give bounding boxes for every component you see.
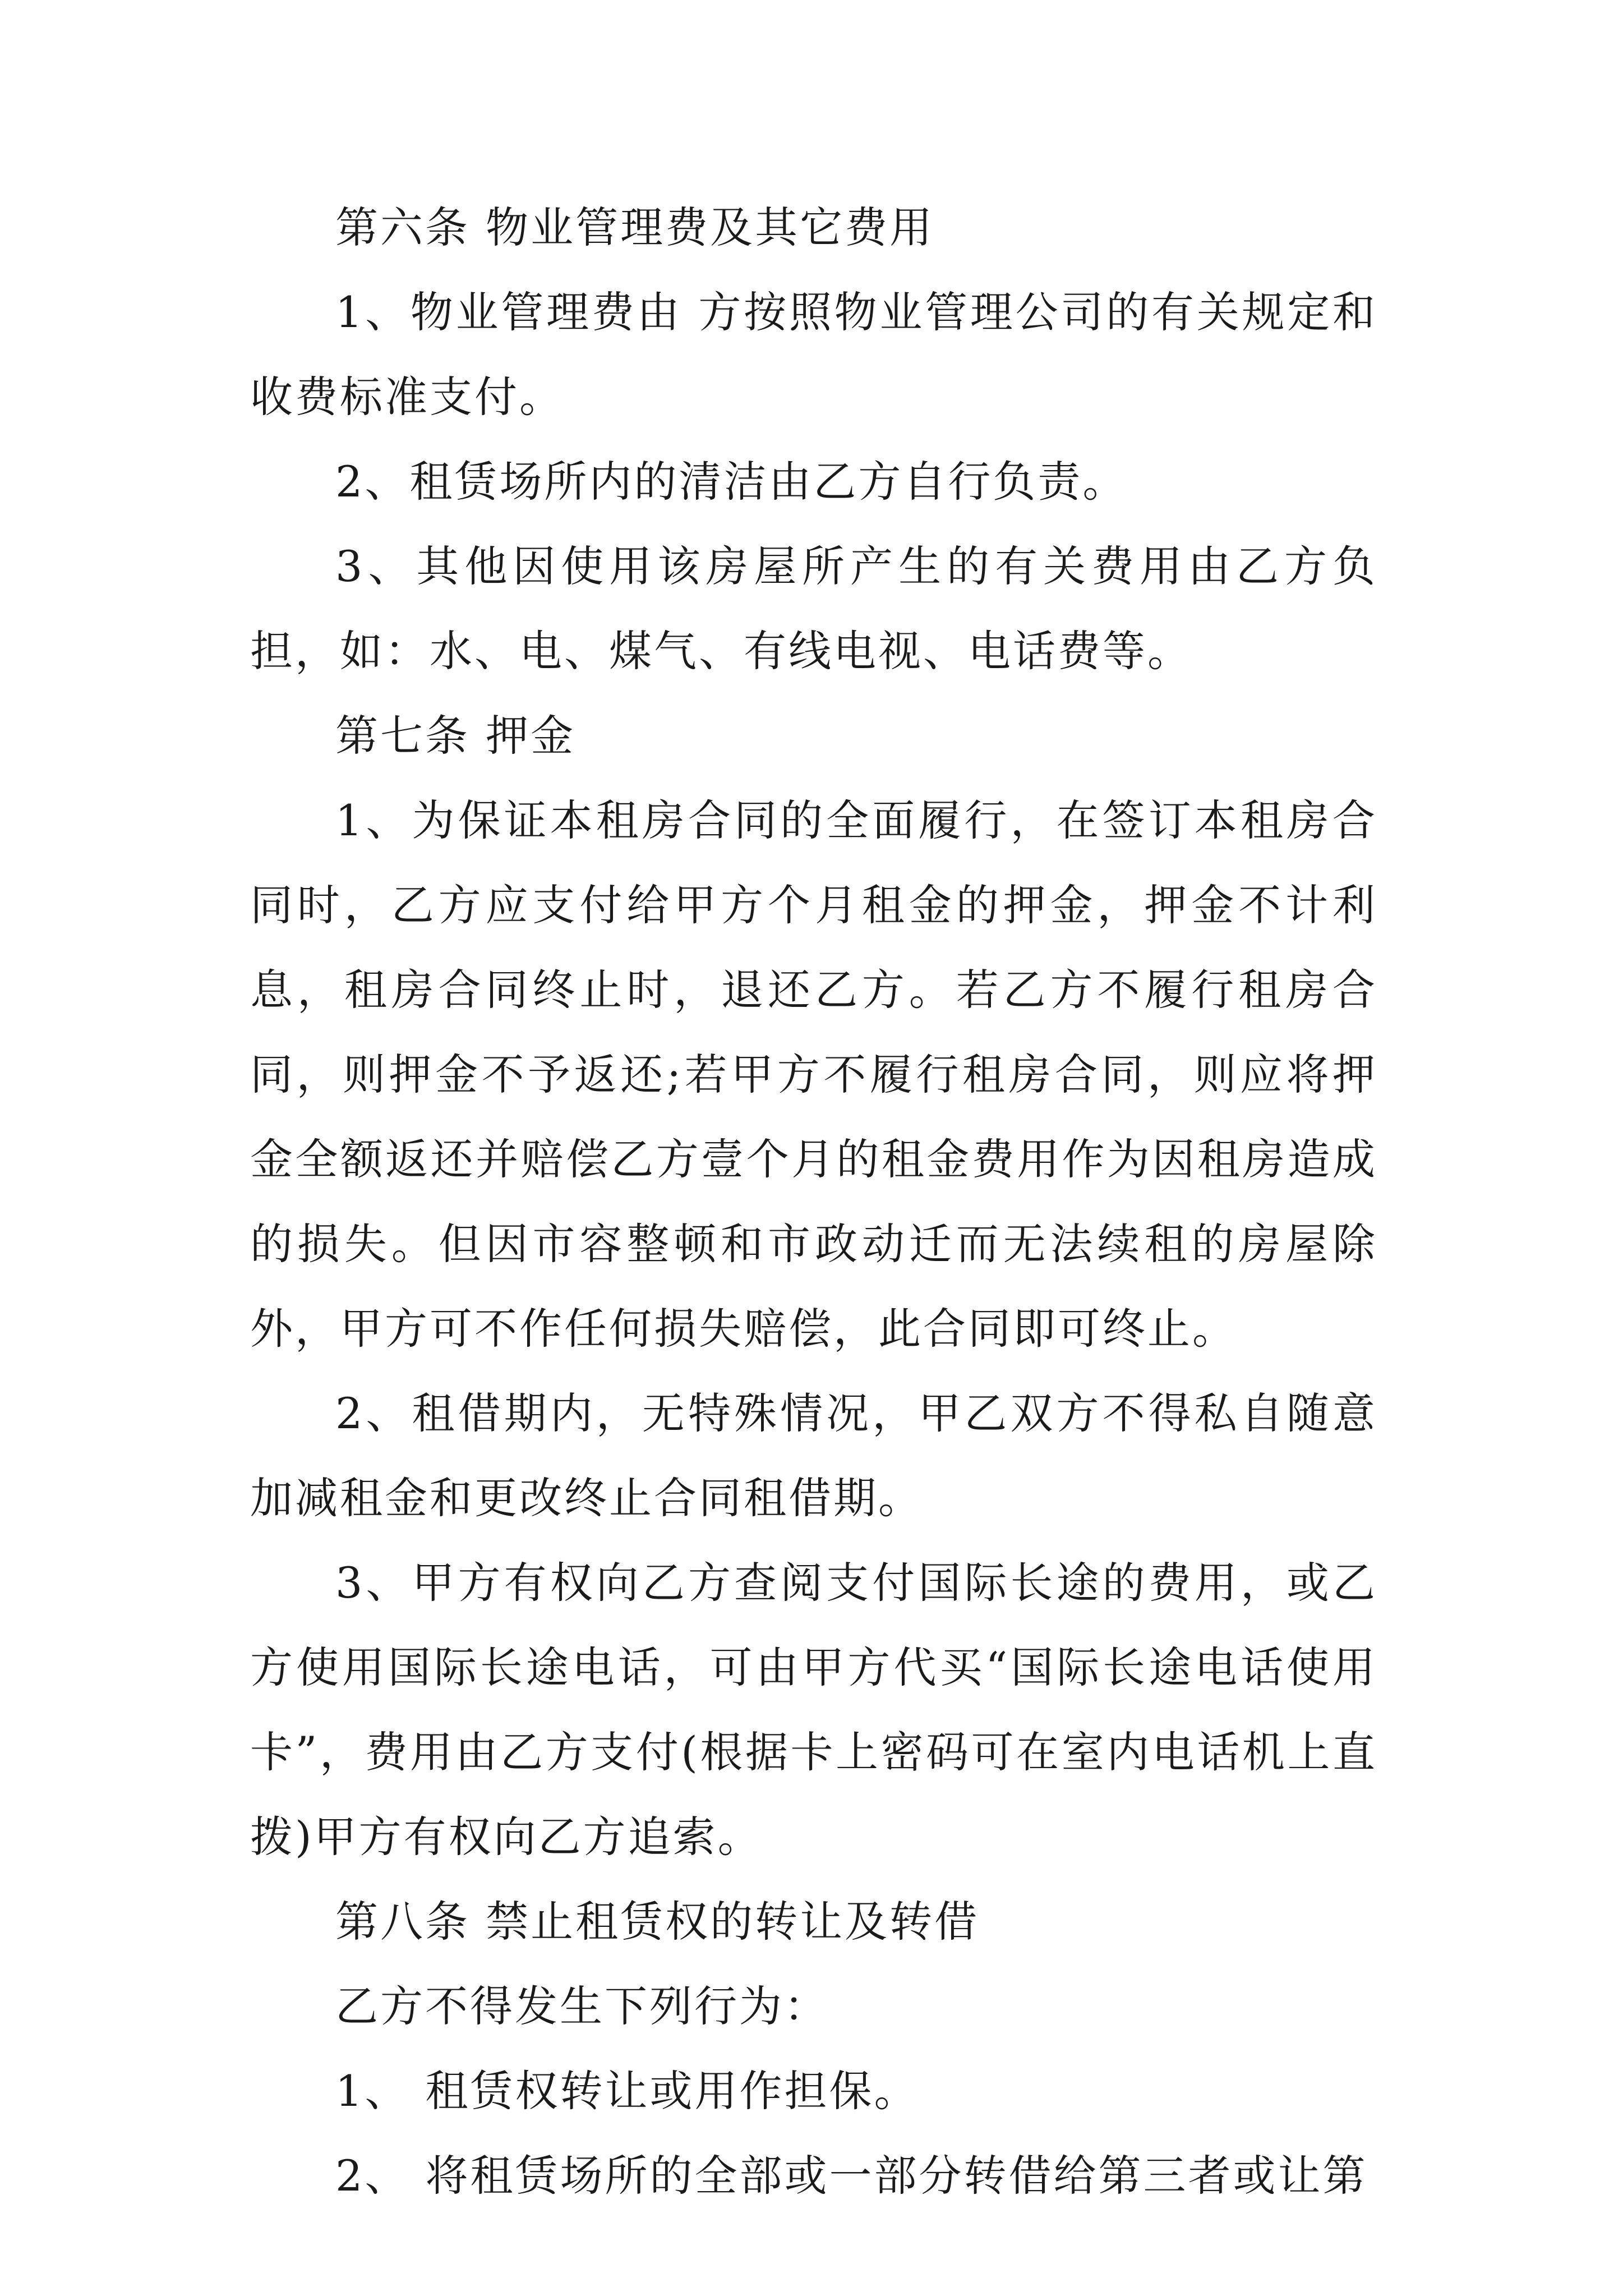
article-7-clause-1: 1、为保证本租房合同的全面履行，在签订本租房合同时，乙方应支付给甲方个月租金的押金，押金不计利息，租房合同终止时，退还乙方。若乙方不履行租房合同，则押金不予返还;若甲方不履行租房合同，则应将押金全额返还并赔偿乙方壹个月的租金费用作为因租房造成的损失。但因市容整顿和市政动迁而无法续租的房屋除外，甲方可不作任何损失赔偿，此合同即可终止。	[250, 795, 1377, 1354]
article-8-clause-2: 2、 将租赁场所的全部或一部分转借给第三者或让第	[335, 2151, 1368, 2201]
article-6-clause-2: 2、租赁场所内的清洁由乙方自行负责。	[335, 457, 1128, 507]
document-body	[250, 185, 1377, 2218]
article-7-heading: 第七条 押金	[335, 711, 576, 761]
article-7-clause-2: 2、租借期内，无特殊情况，甲乙双方不得私自随意加减租金和更改终止合同租借期。	[250, 1388, 1377, 1523]
article-6-clause-1: 1、物业管理费由 方按照物业管理公司的有关规定和收费标准支付。	[250, 287, 1377, 422]
article-8-heading: 第八条 禁止租赁权的转让及转借	[335, 1897, 980, 1947]
article-8-intro: 乙方不得发生下列行为：	[335, 1981, 829, 2031]
article-7-clause-3: 3、甲方有权向乙方查阅支付国际长途的费用，或乙方使用国际长途电话，可由甲方代买“国际长途电话使用卡”，费用由乙方支付(根据卡上密码可在室内电话机上直拨)甲方有权向乙方追索。	[250, 1558, 1377, 1862]
article-6-heading: 第六条 物业管理费及其它费用	[335, 203, 935, 252]
article-8-clause-1: 1、 租赁权转让或用作担保。	[335, 2066, 919, 2116]
article-6-clause-3: 3、其他因使用该房屋所产生的有关费用由乙方负担，如：水、电、煤气、有线电视、电话费等。	[250, 541, 1377, 676]
